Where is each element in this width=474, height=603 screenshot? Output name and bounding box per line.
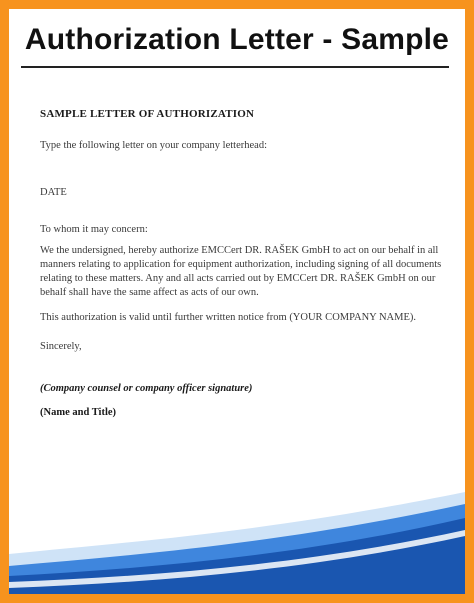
decorative-wave-footer — [9, 484, 465, 594]
title-underline — [21, 66, 449, 68]
closing: Sincerely, — [40, 341, 82, 352]
paragraph-line: We the undersigned, hereby authorize EMCCert DR. RAŠEK GmbH to act on our behalf in all — [40, 245, 439, 256]
letter-heading: SAMPLE LETTER OF AUTHORIZATION — [40, 108, 255, 120]
date-placeholder: DATE — [40, 187, 67, 198]
signature-placeholder: (Company counsel or company officer signature) — [40, 383, 253, 394]
letter-body — [40, 107, 448, 420]
banner-title: Authorization Letter - Sample — [24, 23, 450, 56]
validity-statement: This authorization is valid until further written notice from (YOUR COMPANY NAME). — [40, 312, 417, 323]
salutation: To whom it may concern: — [40, 224, 148, 235]
paragraph-line: manners relating to application for equipment authorization, including signing of all documents — [40, 259, 442, 270]
document-page — [9, 9, 465, 594]
name-title-placeholder: (Name and Title) — [40, 407, 117, 418]
letterhead-instruction: Type the following letter on your company letterhead: — [40, 140, 267, 151]
paragraph-line: relating to these matters. Any and all acts carried out by EMCCert DR. RAŠEK GmbH on our — [40, 273, 436, 284]
authorization-paragraph — [40, 244, 448, 300]
paragraph-line: behalf shall have the same affect as acts of our own. — [40, 287, 259, 298]
